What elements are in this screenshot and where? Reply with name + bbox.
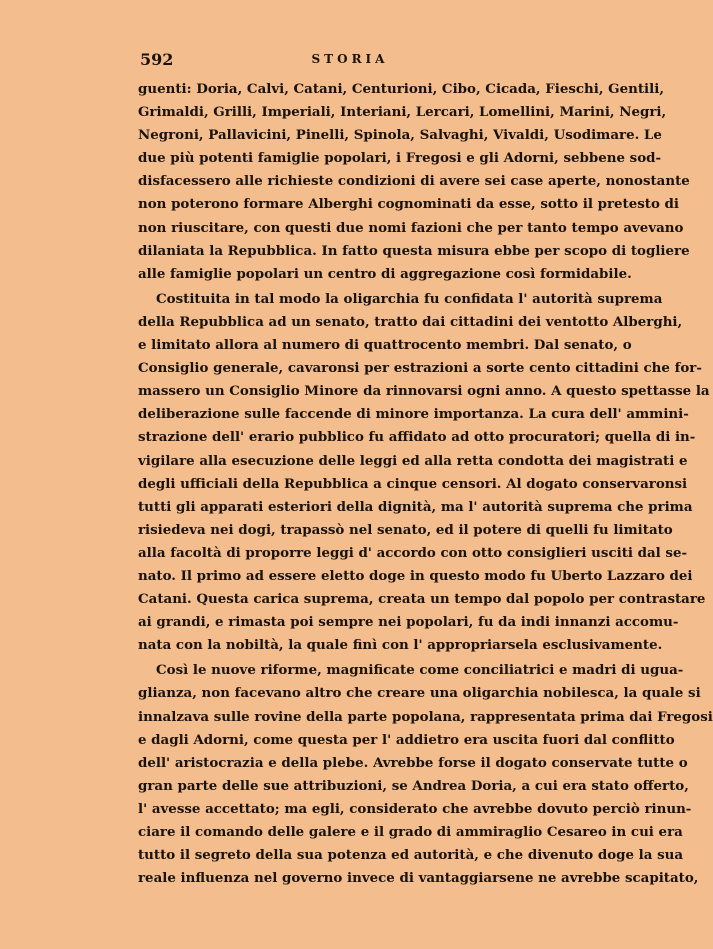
text-line: glianza, non facevano altro che creare una oligarchia nobilesca, la quale si — [138, 685, 701, 702]
text-line: della Repubblica ad un senato, tratto dai cittadini dei ventotto Alberghi, — [138, 313, 683, 330]
text-line: dilaniata la Repubblica. In fatto questa misura ebbe per scopo di togliere — [138, 242, 690, 259]
text-line: e limitato allora al numero di quattrocento membri. Dal senato, o — [138, 337, 632, 354]
text-line: deliberazione sulle faccende di minore importanza. La cura dell' ammini- — [138, 406, 689, 423]
text-line: Catani. Questa carica suprema, creata un tempo dal popolo per contrastare — [138, 591, 706, 608]
text-line: nato. Il primo ad essere eletto doge in questo modo fu Uberto Lazzaro dei — [138, 567, 693, 584]
text-line: e dagli Adorni, come questa per l' addietro era uscita fuori dal conflitto — [138, 731, 675, 748]
text-line: tutti gli apparati esteriori della dignità, ma l' autorità suprema che prima — [138, 498, 693, 515]
text-line: Grimaldi, Grilli, Imperiali, Interiani, Lercari, Lomellini, Marini, Negri, — [138, 104, 667, 121]
text-line: dell' aristocrazia e della plebe. Avrebbe forse il dogato conservate tutte o — [138, 754, 688, 771]
text-line: disfacessero alle richieste condizioni di avere sei case aperte, nonostante — [138, 173, 690, 190]
text-line: vigilare alla esecuzione delle leggi ed alla retta condotta dei magistrati e — [138, 452, 688, 469]
text-line: alle famiglie popolari un centro di aggregazione così formidabile. — [138, 265, 632, 282]
text-line: reale influenza nel governo invece di vantaggiarsene ne avrebbe scapitato, — [138, 870, 699, 887]
text-line: l' avesse accettato; ma egli, considerato che avrebbe dovuto perciò rinun- — [138, 800, 692, 817]
text-line: guenti: Doria, Calvi, Catani, Centurioni, Cibo, Cicada, Fieschi, Gentili, — [138, 81, 664, 97]
page-header — [0, 50, 700, 72]
text-line: risiedeva nei dogi, trapassò nel senato, ed il potere di quelli fu limitato — [138, 521, 673, 538]
text-line: gran parte delle sue attribuzioni, se Andrea Doria, a cui era stato offerto, — [138, 777, 689, 794]
text-line: innalzava sulle rovine della parte popolana, rappresentata prima dai Fregosi — [138, 708, 713, 725]
text-line: tutto il segreto della sua potenza ed autorità, e che divenuto doge la sua — [138, 847, 684, 864]
text-line: massero un Consiglio Minore da rinnovarsi ogni anno. A questo spettasse la — [138, 383, 710, 400]
text-line: alla facoltà di proporre leggi d' accordo con otto consiglieri usciti dal se- — [138, 544, 688, 561]
text-line: degli ufficiali della Repubblica a cinque censori. Al dogato conservaronsi — [138, 475, 688, 492]
running-head: STORIA — [311, 52, 389, 66]
text-line: Consiglio generale, cavaronsi per estrazioni a sorte cento cittadini che for- — [138, 360, 702, 377]
body-text — [138, 78, 713, 890]
page-number: 592 — [140, 50, 174, 69]
text-line: Costituita in tal modo la oligarchia fu confidata l' autorità suprema — [156, 290, 663, 307]
text-line: strazione dell' erario pubblico fu affidato ad otto procuratori; quella di in- — [138, 429, 696, 446]
text-line: ai grandi, e rimasta poi sempre nei popolari, fu da indi innanzi accomu- — [138, 614, 679, 631]
text-line: nata con la nobiltà, la quale finì con l' appropriarsela esclusivamente. — [138, 637, 663, 654]
text-line: Così le nuove riforme, magnificate come conciliatrici e madri di ugua- — [156, 662, 684, 679]
text-line: Negroni, Pallavicini, Pinelli, Spinola, Salvaghi, Vivaldi, Usodimare. Le — [138, 127, 662, 144]
text-line: due più potenti famiglie popolari, i Fregosi e gli Adorni, sebbene sod- — [138, 150, 662, 167]
text-line: non riuscitare, con questi due nomi fazioni che per tanto tempo avevano — [138, 219, 684, 236]
text-line: non poterono formare Alberghi cognominati da esse, sotto il pretesto di — [138, 196, 680, 213]
text-line: ciare il comando delle galere e il grado di ammiraglio Cesareo in cui era — [138, 824, 683, 840]
